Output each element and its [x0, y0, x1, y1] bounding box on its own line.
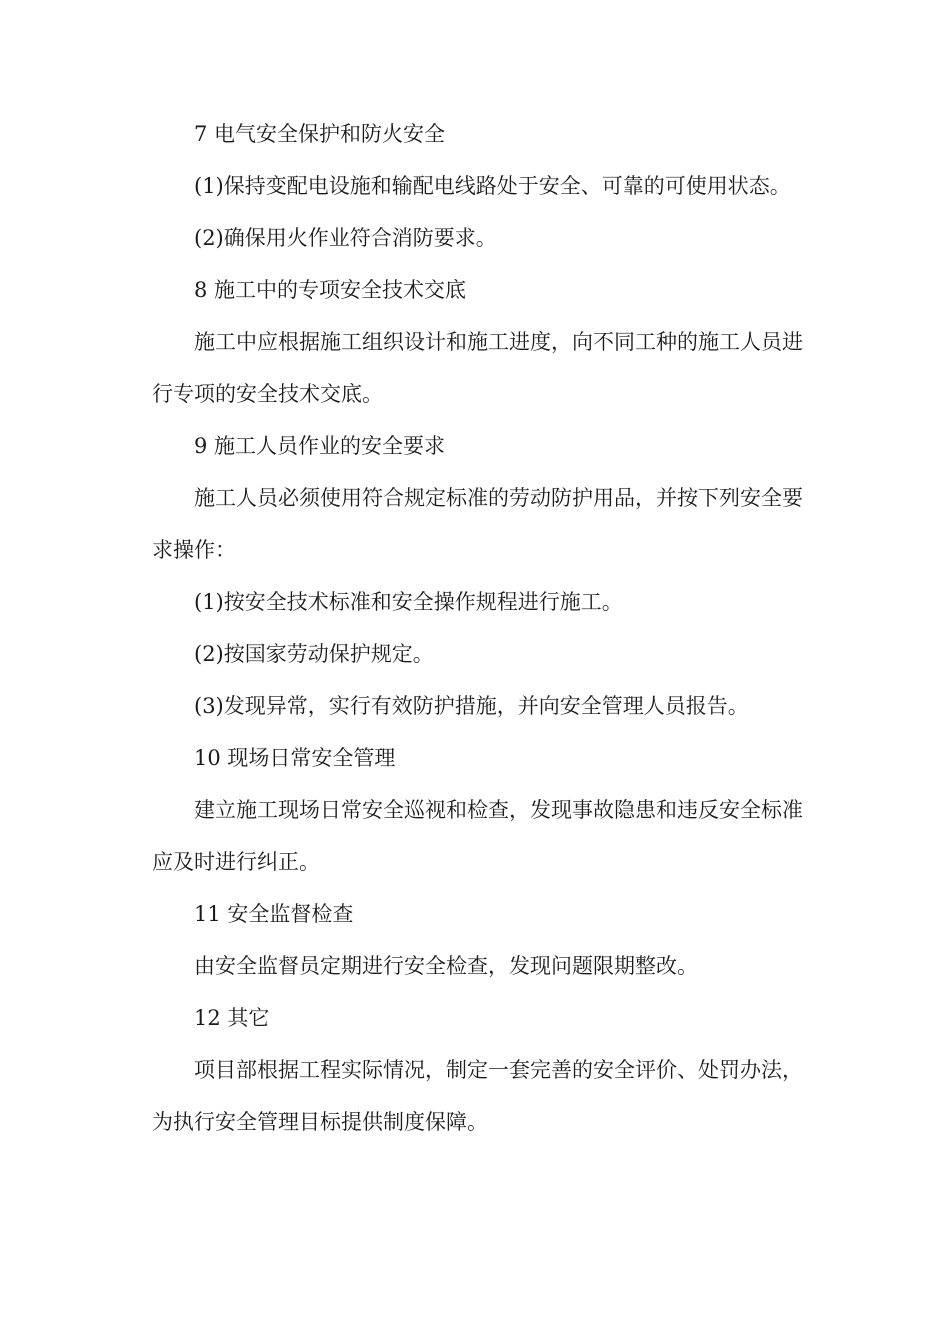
paragraph-text: 项目部根据工程实际情况，制定一套完善的安全评价、处罚办法，为执行安全管理目标提供制度保障。: [152, 1058, 803, 1134]
section-heading-12: 12 其它: [194, 1006, 270, 1030]
section-heading-10: 10 现场日常安全管理: [194, 746, 396, 770]
section-heading-9: 9 施工人员作业的安全要求: [194, 434, 446, 458]
paragraph-item: (2)按国家劳动保护规定。: [194, 642, 434, 666]
paragraph-item: (3)发现异常，实行有效防护措施，并向安全管理人员报告。: [194, 694, 749, 718]
paragraph-text: 施工中应根据施工组织设计和施工进度，向不同工种的施工人员进行专项的安全技术交底。: [152, 330, 803, 406]
section-heading-7: 7 电气安全保护和防火安全: [194, 122, 446, 146]
document-body: [152, 108, 804, 1148]
paragraph-text: 施工人员必须使用符合规定标准的劳动防护用品，并按下列安全要求操作：: [152, 486, 803, 562]
paragraph-text: 建立施工现场日常安全巡视和检查，发现事故隐患和违反安全标准应及时进行纠正。: [152, 798, 803, 874]
section-heading-8: 8 施工中的专项安全技术交底: [194, 278, 467, 302]
paragraph-item: (2)确保用火作业符合消防要求。: [194, 226, 497, 250]
paragraph-item: (1)保持变配电设施和输配电线路处于安全、可靠的可使用状态。: [194, 174, 791, 198]
paragraph-item: (1)按安全技术标准和安全操作规程进行施工。: [194, 590, 623, 614]
section-heading-11: 11 安全监督检查: [194, 902, 354, 926]
paragraph-text: 由安全监督员定期进行安全检查，发现问题限期整改。: [194, 954, 698, 978]
